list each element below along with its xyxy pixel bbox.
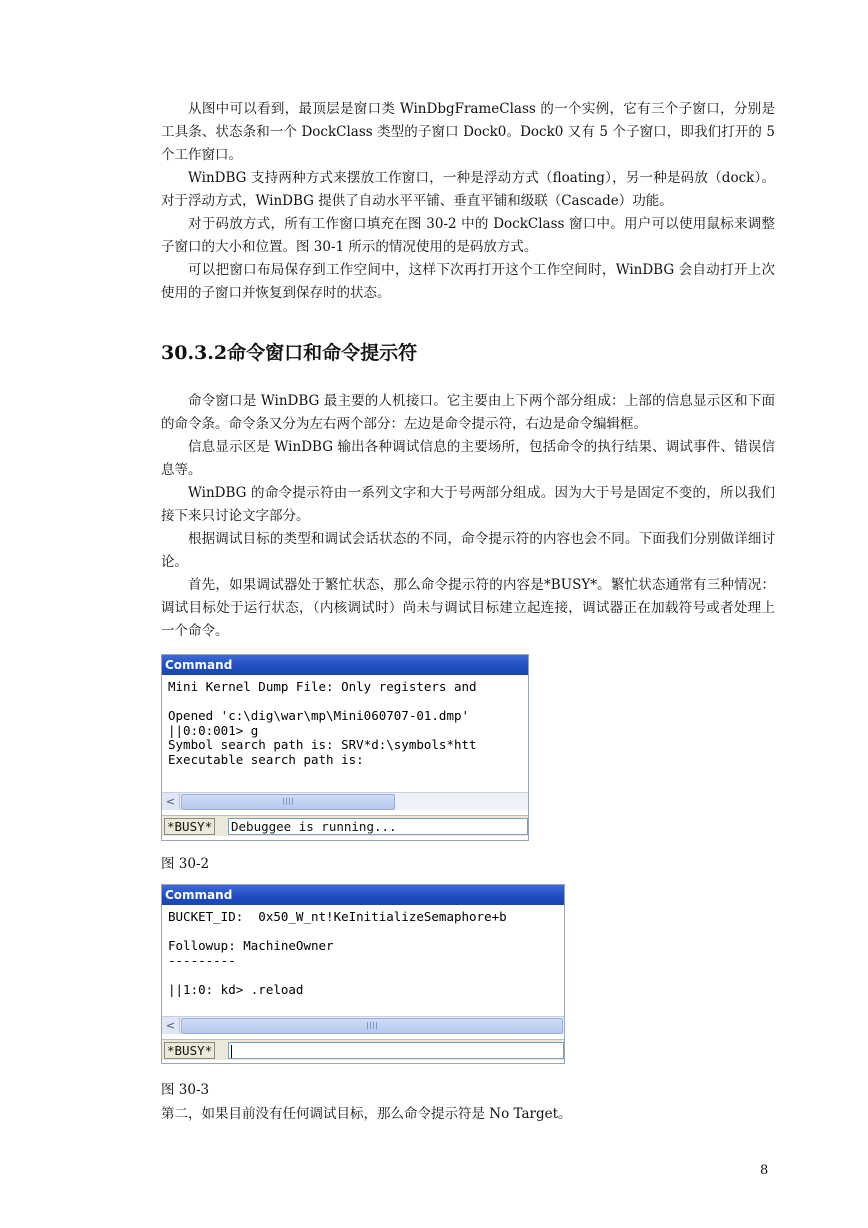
- scrollbar-thumb[interactable]: [181, 1018, 563, 1034]
- paragraph: 命令窗口是 WinDBG 最主要的人机接口。它主要由上下两个部分组成：上部的信息显示区和下面的命令条。命令条又分为左右两个部分：左边是命令提示符，右边是命令编辑框。: [161, 393, 775, 432]
- command-prompt: *BUSY*: [164, 818, 215, 835]
- command-output: BUCKET_ID: 0x50_W_nt!KeInitializeSemaphore+b Followup: MachineOwner --------- ||1:0: kd> .reload: [168, 909, 507, 997]
- paragraph: 根据调试目标的类型和调试会话状态的不同，命令提示符的内容也会不同。下面我们分别做详细讨论。: [161, 531, 775, 570]
- grip-icon: [283, 798, 293, 805]
- paragraph: 可以把窗口布局保存到工作空间中，这样下次再打开这个工作空间时，WinDBG 会自动打开上次使用的子窗口并恢复到保存时的状态。: [161, 262, 775, 301]
- command-bar: [162, 815, 528, 836]
- scroll-left-icon[interactable]: <: [162, 793, 180, 810]
- paragraph: 对于码放方式，所有工作窗口填充在图 30-2 中的 DockClass 窗口中。用户可以使用鼠标来调整子窗口的大小和位置。图 30-1 所示的情况使用的是码放方式。: [161, 216, 775, 255]
- paragraph: WinDBG 支持两种方式来摆放工作窗口，一种是浮动方式（floating），另一种是码放（dock）。对于浮动方式，WinDBG 提供了自动水平平铺、垂直平铺和级联（Cascade）功能。: [161, 170, 775, 209]
- horizontal-scrollbar[interactable]: [162, 792, 528, 810]
- page-number: 8: [760, 1163, 769, 1178]
- command-window-figure-1: [161, 654, 529, 841]
- scroll-left-icon[interactable]: <: [162, 1017, 180, 1034]
- section-heading: 30.3.2命令窗口和命令提示符: [161, 342, 418, 364]
- paragraph: 信息显示区是 WinDBG 输出各种调试信息的主要场所，包括命令的执行结果、调试事件、错误信息等。: [161, 439, 775, 478]
- command-prompt: *BUSY*: [164, 1042, 215, 1059]
- scrollbar-thumb[interactable]: [181, 794, 395, 810]
- figure-caption: 图 30-3: [161, 1082, 210, 1098]
- command-window-title: Command: [162, 885, 564, 905]
- horizontal-scrollbar[interactable]: [162, 1016, 564, 1034]
- paragraph: 首先，如果调试器处于繁忙状态，那么命令提示符的内容是*BUSY*。繁忙状态通常有三种情况：调试目标处于运行状态，（内核调试时）尚未与调试目标建立起连接，调试器正在加载符号或者处理上一个命令。: [161, 577, 775, 639]
- grip-icon: [367, 1022, 377, 1029]
- text-caret-icon: [231, 1045, 232, 1058]
- command-edit-box[interactable]: Debuggee is running...: [228, 818, 528, 835]
- paragraph: 从图中可以看到，最顶层是窗口类 WinDbgFrameClass 的一个实例，它有三个子窗口，分别是工具条、状态条和一个 DockClass 类型的子窗口 Dock0。Dock0 又有 5 个子窗口，即我们打开的 5 个工作窗口。: [161, 101, 775, 163]
- command-window-title: Command: [162, 655, 528, 675]
- paragraph: WinDBG 的命令提示符由一系列文字和大于号两部分组成。因为大于号是固定不变的，所以我们接下来只讨论文字部分。: [161, 485, 775, 524]
- command-window-figure-2: [161, 884, 565, 1064]
- figure-caption: 图 30-2: [161, 856, 210, 872]
- command-output: Mini Kernel Dump File: Only registers and Opened 'c:\dig\war\mp\Mini060707-01.dmp' ||0:0:001> g Symbol search path is: SRV*d:\symbols*htt Executable search path is:: [168, 679, 477, 767]
- command-edit-box[interactable]: [228, 1042, 564, 1059]
- command-bar: [162, 1039, 564, 1060]
- closing-line: 第二，如果目前没有任何调试目标，那么命令提示符是 No Target。: [161, 1106, 572, 1122]
